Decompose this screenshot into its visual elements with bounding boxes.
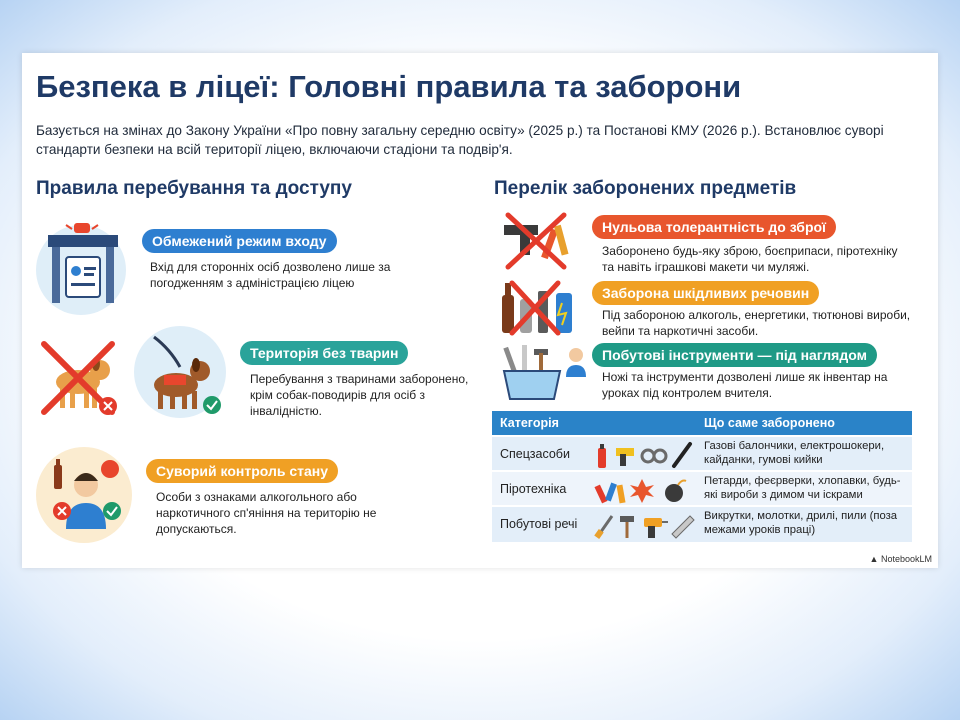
household-tools-icons	[592, 510, 697, 540]
table-cell-items: Газові балончики, електрошокери, кайданки, гумові кийки	[704, 440, 885, 466]
table-row	[492, 505, 912, 542]
prohibited-items-table	[492, 411, 912, 546]
spray-icon	[598, 444, 606, 468]
tools-box-icon	[498, 341, 588, 403]
table-cell-items: Викрутки, молотки, дрилі, пили (поза межами уроків праці)	[704, 510, 898, 536]
weapons-rule-label: Нульова толерантність до зброї	[592, 215, 836, 239]
animals-rule-label: Територія без тварин	[240, 341, 408, 365]
animals-rule-text: Перебування з тваринами заборонено, крім собак-поводирів для осіб з інвалідністю.	[250, 372, 469, 418]
infographic-card	[22, 53, 938, 568]
screwdriver-icon	[594, 516, 612, 539]
substances-rule-text: Під забороною алкоголь, енергетики, тютюнові вироби, вейпи та наркотичні засоби.	[602, 308, 911, 338]
taser-icon	[616, 448, 634, 466]
bang-icon	[630, 479, 654, 503]
firecracker-icon	[594, 483, 625, 504]
condition-rule-label: Суворий контроль стану	[146, 459, 338, 483]
table-cell-category: Спецзасоби	[500, 447, 570, 461]
substances-crossed-icon	[498, 277, 582, 337]
substances-rule-label: Заборона шкідливих речовин	[592, 281, 819, 305]
person-status-icon	[40, 449, 132, 541]
page-subtitle: Базується на змінах до Закону України «Про повну загальну середню освіту» (2025 р.) та Постанові КМУ (2026 р.). Встановлює суворі стандарти безпеки на всій території ліцею, включаючи стадіони та подвір'я.	[36, 123, 884, 157]
condition-rule-text: Особи з ознаками алкогольного або наркотичного сп'яніння на територію не допускаються.	[156, 490, 377, 536]
entry-rule-label: Обмежений режим входу	[142, 229, 337, 253]
table-cell-category: Піротехніка	[500, 482, 567, 496]
left-section-heading: Правила перебування та доступу	[36, 178, 352, 199]
turnstile-icon	[44, 221, 122, 309]
hammer-icon	[620, 516, 634, 538]
table-row	[492, 470, 912, 507]
table-header-category: Категорія	[500, 416, 559, 430]
entry-rule-text: Вхід для сторонніх осіб дозволено лише за погодженням з адміністрацією ліцею	[150, 260, 391, 290]
table-cell-items: Петарди, феєрверки, хлопавки, будь-які вироби з димом чи іскрами	[704, 475, 901, 501]
tools-rule-text: Ножі та інструменти дозволені лише як інвентар на уроках під контролем вчителя.	[602, 370, 888, 400]
special-means-icons	[592, 440, 697, 470]
page-title: Безпека в ліцеї: Головні правила та заборони	[36, 69, 742, 104]
pyrotechnics-icons	[592, 475, 697, 505]
table-header-items: Що саме заборонено	[704, 416, 835, 430]
watermark-text: NotebookLM	[880, 554, 932, 564]
handcuffs-icon	[642, 450, 666, 462]
weapons-rule-text: Заборонено будь-яку зброю, боєприпаси, піротехніку та навіть іграшкові макети чи муляжі.	[602, 244, 898, 274]
right-section-heading: Перелік заборонених предметів	[494, 178, 797, 199]
baton-icon	[674, 444, 690, 466]
tools-rule-label: Побутові інструменти — під наглядом	[592, 343, 877, 367]
drill-icon	[644, 518, 668, 538]
saw-icon	[672, 516, 694, 538]
table-cell-category: Побутові речі	[500, 517, 578, 531]
notebooklm-watermark: ▲ NotebookLM	[869, 554, 932, 564]
table-header	[492, 411, 912, 435]
weapon-crossed-icon	[500, 211, 580, 271]
table-row	[492, 435, 912, 472]
dog-crossed-icon	[38, 338, 122, 418]
guide-dog-icon	[140, 327, 224, 417]
bomb-icon	[665, 481, 686, 503]
